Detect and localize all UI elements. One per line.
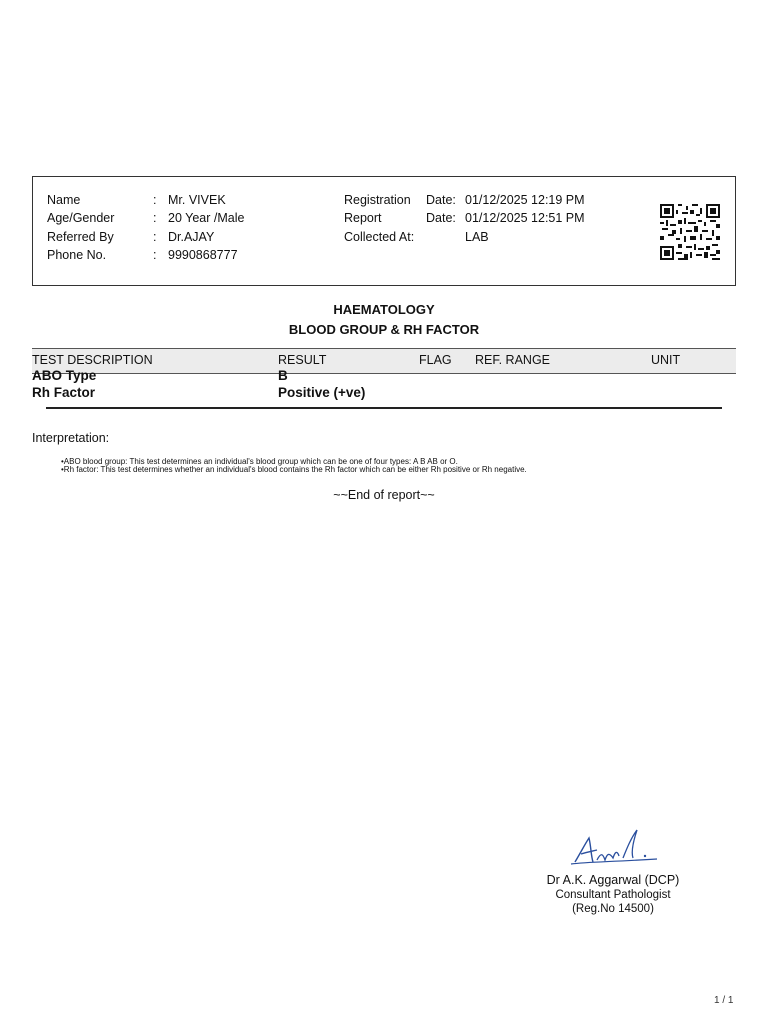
qr-code-icon (660, 204, 720, 260)
registration-label: Registration (344, 193, 411, 207)
end-of-report: ~~End of report~~ (333, 488, 435, 502)
colon: : (153, 211, 157, 225)
colon: : (153, 193, 157, 207)
header-ref-range: REF. RANGE (475, 353, 551, 367)
interpretation-title: Interpretation: (32, 431, 110, 445)
test-description: ABO Type (32, 368, 97, 383)
signatory-reg-no: (Reg.No 14500) (572, 903, 654, 915)
signature-icon (567, 826, 662, 872)
referred-by-label: Referred By (47, 230, 114, 244)
department-heading: HAEMATOLOGY (333, 302, 435, 317)
patient-name: Mr. VIVEK (168, 193, 226, 207)
phone-number: 9990868777 (168, 248, 238, 262)
collected-at-label: Collected At: (344, 230, 415, 244)
test-description: Rh Factor (32, 385, 96, 400)
name-label: Name (47, 193, 81, 207)
header-unit: UNIT (651, 353, 681, 367)
table-divider (46, 407, 722, 409)
phone-label: Phone No. (47, 248, 107, 262)
date-label: Date: (426, 193, 456, 207)
report-label: Report (344, 211, 382, 225)
report-date: 01/12/2025 12:51 PM (465, 211, 585, 225)
test-title: BLOOD GROUP & RH FACTOR (288, 322, 480, 337)
collected-at: LAB (465, 230, 489, 244)
registration-date: 01/12/2025 12:19 PM (465, 193, 585, 207)
page-indicator: 1 / 1 (714, 995, 734, 1006)
interpretation-note: •ABO blood group: This test determines an individual's blood group which can be one of four types: A B AB or O. (61, 457, 458, 466)
header-test-description: TEST DESCRIPTION (32, 353, 153, 367)
header-flag: FLAG (419, 353, 452, 367)
age-gender-label: Age/Gender (47, 211, 115, 225)
colon: : (153, 230, 157, 244)
colon: : (153, 248, 157, 262)
patient-age-gender: 20 Year /Male (168, 211, 245, 225)
header-result: RESULT (278, 353, 327, 367)
patient-info-box (32, 176, 736, 286)
test-result: Positive (+ve) (278, 385, 366, 400)
signatory-name: Dr A.K. Aggarwal (DCP) (546, 873, 680, 887)
results-table-header (32, 348, 736, 374)
test-result: B (278, 368, 288, 383)
date-label: Date: (426, 211, 456, 225)
signatory-title: Consultant Pathologist (555, 889, 671, 901)
interpretation-note: •Rh factor: This test determines whether an individual's blood contains the Rh factor which can be either Rh positive or Rh negative. (61, 465, 527, 474)
referred-by: Dr.AJAY (168, 230, 215, 244)
